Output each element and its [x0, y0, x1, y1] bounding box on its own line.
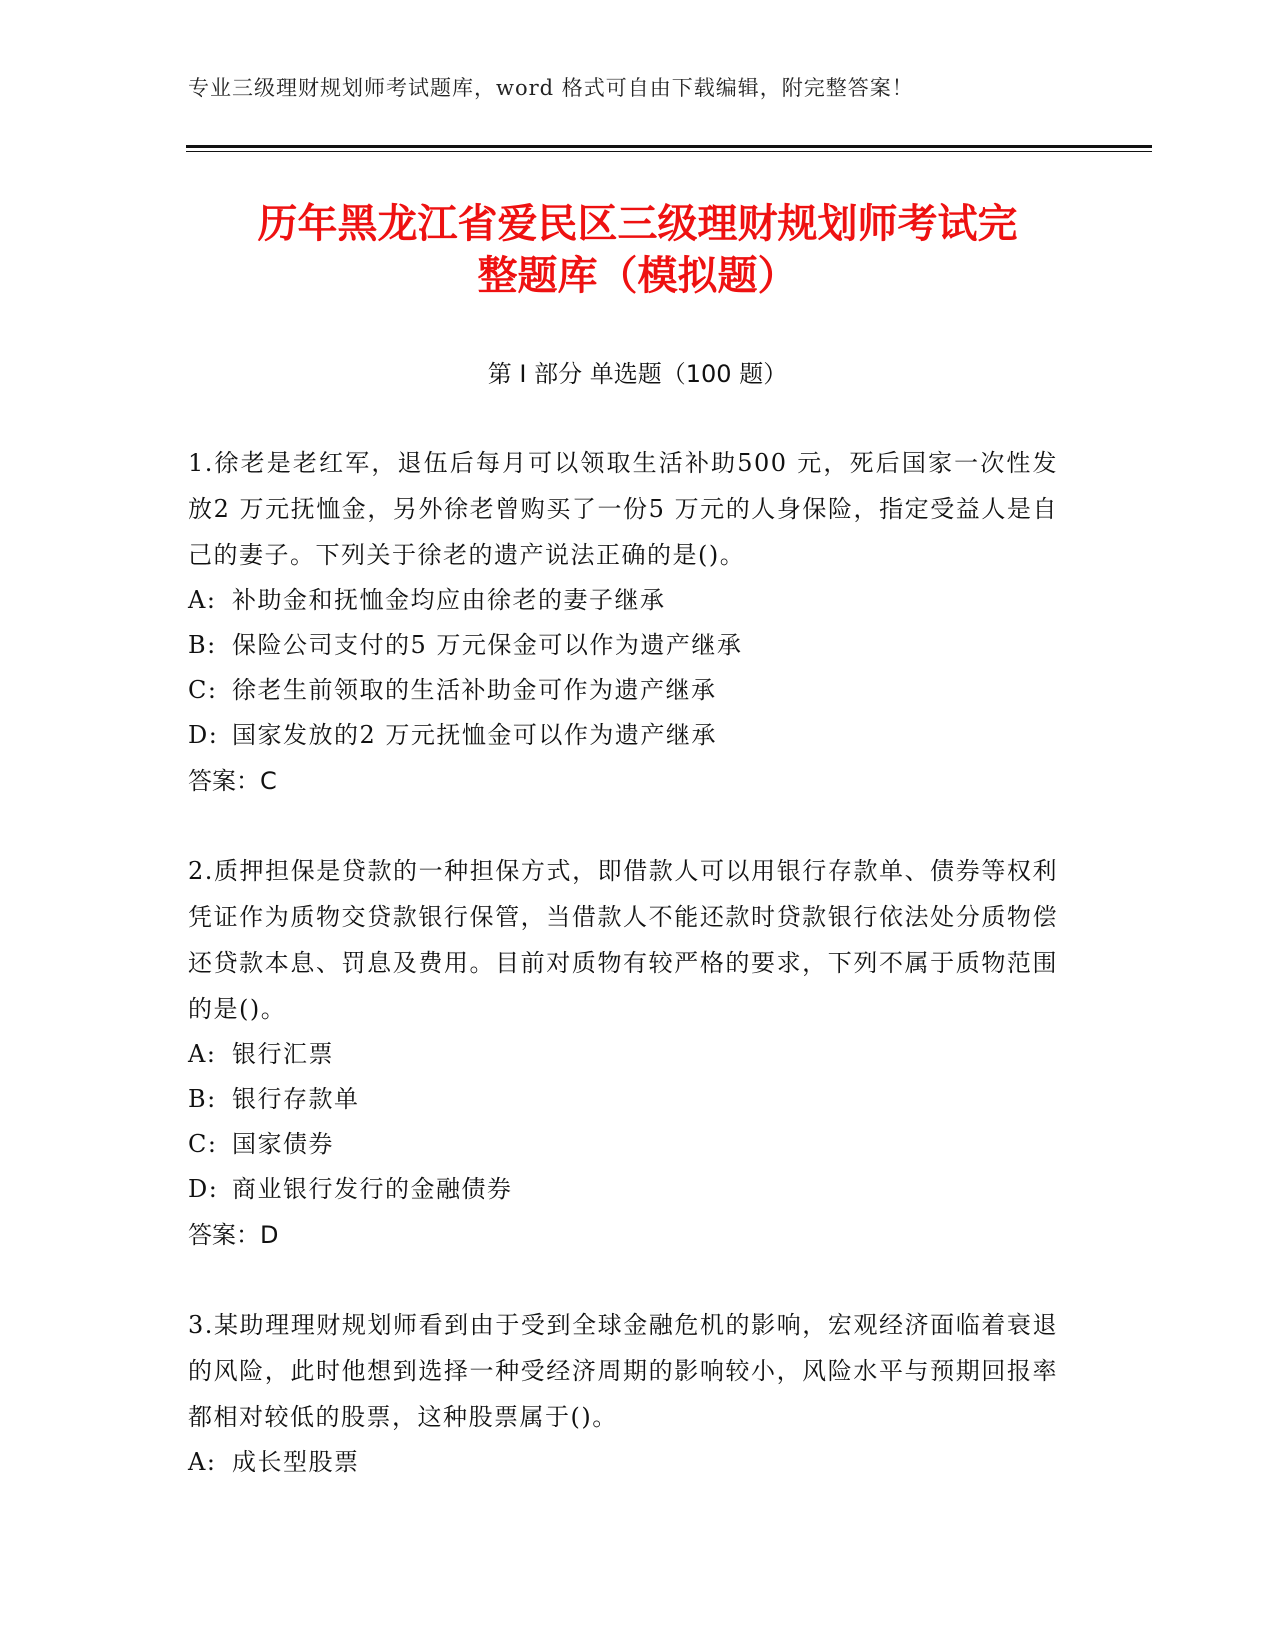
- option-a: [188, 1440, 1058, 1485]
- option-text: 补助金和抚恤金均应由徐老的妻子继承: [232, 586, 666, 614]
- option-a: [188, 578, 1058, 623]
- option-text: 银行存款单: [232, 1085, 360, 1113]
- document-title-line-2: 整题库（模拟题）: [477, 253, 798, 299]
- document-title-line-1: 历年黑龙江省爱民区三级理财规划师考试完: [257, 201, 1018, 247]
- option-b: [188, 623, 1058, 668]
- option-c: [188, 668, 1058, 713]
- option-text: 徐老生前领取的生活补助金可作为遗产继承: [232, 676, 717, 704]
- document-title: [160, 198, 1115, 302]
- header-note: 专业三级理财规划师考试题库，word 格式可自由下载编辑，附完整答案！: [188, 76, 914, 100]
- option-text: 商业银行发行的金融债券: [232, 1175, 513, 1203]
- question-stem: 2.质押担保是贷款的一种担保方式，即借款人可以用银行存款单、债券等权利凭证作为质物交贷款银行保管，当借款人不能还款时贷款银行依法处分质物偿还贷款本息、罚息及费用。目前对质物有较严格的要求，下列不属于质物范围的是()。: [188, 857, 1058, 1023]
- option-key: D:: [188, 1175, 219, 1203]
- option-key: A:: [188, 1040, 217, 1068]
- option-key: C:: [188, 1130, 218, 1158]
- option-key: A:: [188, 1448, 217, 1476]
- option-key: B:: [188, 1085, 217, 1113]
- section-heading: 第 I 部分 单选题（100 题）: [487, 360, 788, 388]
- option-text: 保险公司支付的5 万元保金可以作为遗产继承: [232, 631, 743, 659]
- answer-line: 答案：D: [188, 1221, 279, 1249]
- question-3: [188, 1302, 1058, 1485]
- option-d: [188, 713, 1058, 758]
- option-text: 成长型股票: [232, 1448, 360, 1476]
- option-text: 国家债券: [232, 1130, 334, 1158]
- header-rule-thick: [186, 145, 1152, 148]
- option-a: [188, 1032, 1058, 1077]
- option-text: 国家发放的2 万元抚恤金可以作为遗产继承: [232, 721, 717, 749]
- option-text: 银行汇票: [232, 1040, 334, 1068]
- header-rule-thin: [186, 151, 1152, 152]
- option-d: [188, 1167, 1058, 1212]
- option-key: D:: [188, 721, 219, 749]
- option-key: C:: [188, 676, 218, 704]
- option-key: B:: [188, 631, 217, 659]
- question-1: [188, 440, 1058, 804]
- question-2: [188, 848, 1058, 1258]
- question-stem: 3.某助理理财规划师看到由于受到全球金融危机的影响，宏观经济面临着衰退的风险，此时他想到选择一种受经济周期的影响较小，风险水平与预期回报率都相对较低的股票，这种股票属于()。: [188, 1311, 1058, 1431]
- question-stem: 1.徐老是老红军，退伍后每月可以领取生活补助500 元，死后国家一次性发放2 万元抚恤金，另外徐老曾购买了一份5 万元的人身保险，指定受益人是自己的妻子。下列关于徐老的遗产说法正确的是()。: [188, 449, 1058, 569]
- option-key: A:: [188, 586, 217, 614]
- option-c: [188, 1122, 1058, 1167]
- question-list: [188, 440, 1058, 1529]
- answer-line: 答案：C: [188, 767, 277, 795]
- option-b: [188, 1077, 1058, 1122]
